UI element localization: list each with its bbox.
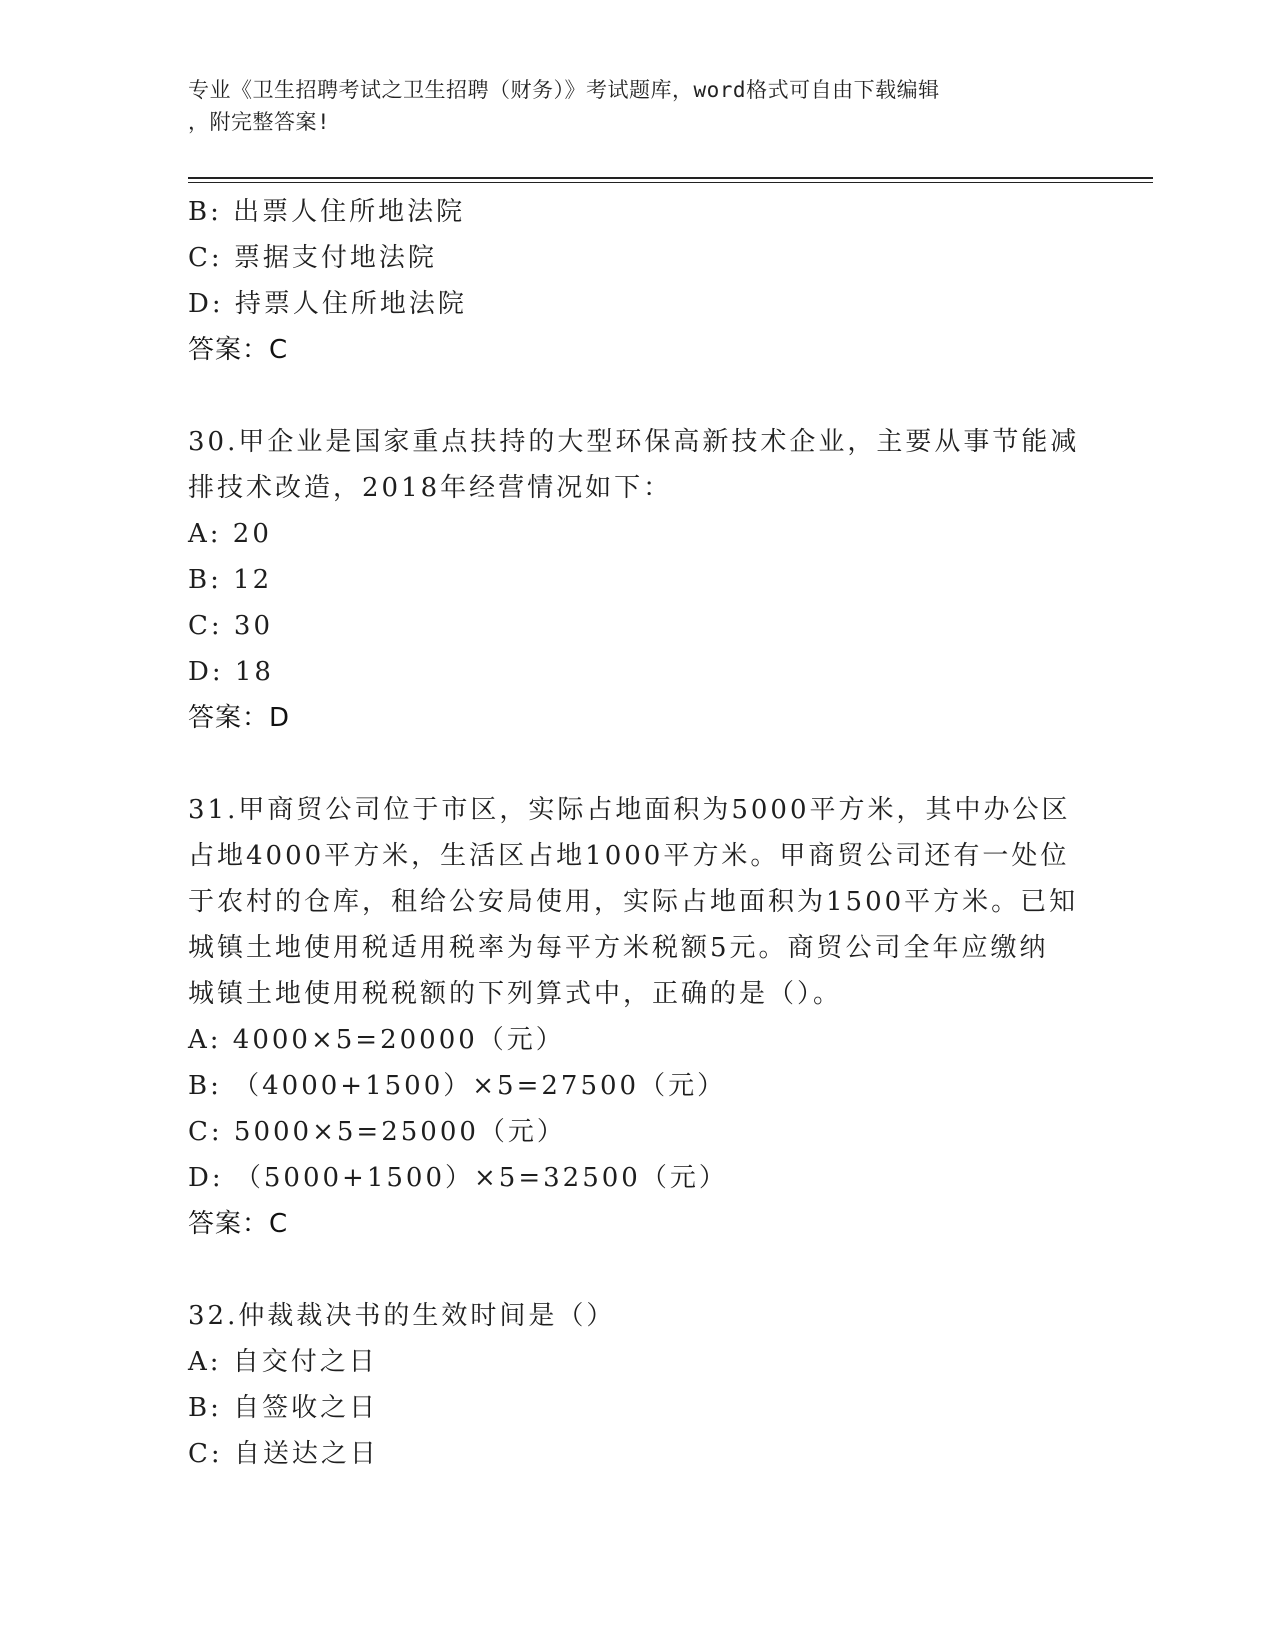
question-stem-line: 32.仲裁裁决书的生效时间是（） <box>188 1301 616 1331</box>
question-spacer <box>188 373 1088 419</box>
option-b: B: 12 <box>188 565 273 595</box>
header-line-2: ，附完整答案! <box>188 110 331 134</box>
option-c: C: 5000×5=25000（元） <box>188 1117 566 1147</box>
option-c: C: 30 <box>188 611 274 641</box>
header-line-1: 专业《卫生招聘考试之卫生招聘（财务）》考试题库，word格式可自由下载编辑 <box>188 78 940 102</box>
option-b: B: 出票人住所地法院 <box>188 197 466 227</box>
question-spacer <box>188 1247 1088 1293</box>
option-d: D: （5000+1500）×5=32500（元） <box>188 1163 728 1193</box>
answer-line: 答案：C <box>188 1209 289 1239</box>
header-divider-thin <box>188 182 1153 183</box>
answer-line: 答案：D <box>188 703 291 733</box>
question-spacer <box>188 741 1088 787</box>
option-b: B: 自签收之日 <box>188 1393 379 1423</box>
option-a: A: 自交付之日 <box>188 1347 378 1377</box>
question-29-continued <box>188 189 1088 373</box>
option-d: D: 持票人住所地法院 <box>188 289 467 319</box>
option-b: B: （4000+1500）×5=27500（元） <box>188 1071 727 1101</box>
option-d: D: 18 <box>188 657 274 687</box>
question-list <box>188 189 1088 1477</box>
option-a: A: 20 <box>188 519 272 549</box>
question-stem-line: 占地4000平方米，生活区占地1000平方米。甲商贸公司还有一处位 <box>188 841 1070 871</box>
question-stem-line: 于农村的仓库，租给公安局使用，实际占地面积为1500平方米。已知 <box>188 887 1079 917</box>
question-stem-line: 城镇土地使用税税额的下列算式中，正确的是（）。 <box>188 979 843 1009</box>
question-32 <box>188 1293 1088 1477</box>
page-header <box>188 74 1068 138</box>
question-stem-line: 城镇土地使用税适用税率为每平方米税额5元。商贸公司全年应缴纳 <box>188 933 1049 963</box>
question-30 <box>188 419 1088 741</box>
option-c: C: 票据支付地法院 <box>188 243 437 273</box>
question-stem-line: 排技术改造，2018年经营情况如下： <box>188 473 673 503</box>
question-stem-line: 31.甲商贸公司位于市区，实际占地面积为5000平方米，其中办公区 <box>188 795 1071 825</box>
option-c: C: 自送达之日 <box>188 1439 379 1469</box>
header-divider-thick <box>188 177 1153 179</box>
question-31 <box>188 787 1088 1247</box>
option-a: A: 4000×5=20000（元） <box>188 1025 565 1055</box>
answer-line: 答案：C <box>188 335 289 365</box>
question-stem-line: 30.甲企业是国家重点扶持的大型环保高新技术企业，主要从事节能减 <box>188 427 1080 457</box>
